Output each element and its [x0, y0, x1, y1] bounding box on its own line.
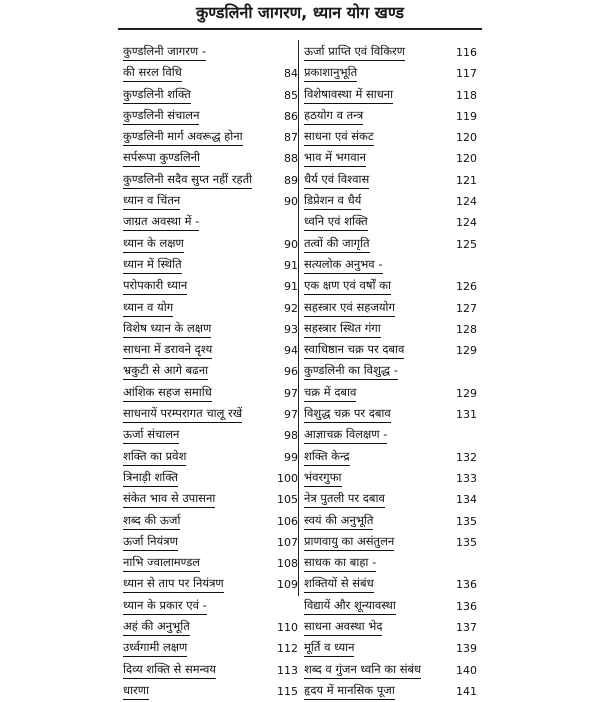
toc-entry	[304, 340, 477, 361]
toc-entry	[304, 85, 477, 106]
toc-entry	[123, 638, 298, 659]
toc-entry-title: प्रकाशानुभूति	[304, 63, 357, 82]
toc-entry-title: ध्यान में स्थिति	[123, 255, 182, 274]
toc-entry	[304, 447, 477, 468]
toc-entry	[304, 383, 477, 404]
toc-entry-title: स्वाधिष्ठान चक्र पर दबाव	[304, 340, 404, 359]
right-column	[304, 42, 477, 702]
toc-entry	[123, 511, 298, 532]
toc-entry-title: मूर्ति व ध्यान	[304, 638, 354, 657]
toc-entry-title: विद्यायें और शून्यावस्था	[304, 596, 396, 615]
toc-entry	[123, 596, 298, 617]
toc-entry-page: 133	[456, 471, 477, 485]
toc-entry-page: 139	[456, 642, 477, 656]
toc-entry	[304, 468, 477, 489]
left-column	[123, 42, 298, 702]
toc-entry-page: 120	[456, 152, 477, 166]
toc-entry	[304, 553, 477, 574]
toc-entry-title: साधना में डरावने दृश्य	[123, 340, 212, 359]
toc-entry-page: 129	[456, 386, 477, 400]
toc-entry-page: 91	[284, 280, 298, 294]
toc-entry-page: 112	[277, 642, 298, 656]
toc-entry	[123, 148, 298, 169]
toc-entry-title: त्रिनाड़ी शक्ति	[123, 468, 178, 487]
toc-entry-page: 108	[277, 557, 298, 571]
toc-entry	[123, 85, 298, 106]
toc-entry	[123, 255, 298, 276]
toc-entry-title: ध्यान से ताप पर नियंत्रण	[123, 574, 224, 593]
toc-entry-title: साधनायें परम्परागत चालू रखें	[123, 404, 242, 423]
toc-entry-title: हठयोग व तन्त्र	[304, 106, 363, 125]
toc-entry	[304, 660, 477, 681]
toc-entry	[123, 361, 298, 382]
toc-entry-page: 109	[277, 578, 298, 592]
toc-entry-page: 129	[456, 344, 477, 358]
toc-entry-page: 86	[284, 109, 298, 123]
toc-entry-title: सहस्त्रार एवं सहजयोग	[304, 298, 395, 317]
toc-entry-title: चक्र में दबाव	[304, 383, 356, 402]
toc-entry-title: भंवरगुफा	[304, 468, 342, 487]
toc-entry-page: 87	[284, 131, 298, 145]
toc-entry-title: कुण्डलिनी का विशुद्ध -	[304, 361, 398, 380]
toc-entry-title: जाग्रत अवस्था में -	[123, 212, 199, 231]
toc-entry	[304, 170, 477, 191]
toc-entry	[123, 617, 298, 638]
toc-entry	[304, 681, 477, 702]
toc-entry-title: साधक का बाहा -	[304, 553, 376, 572]
toc-entry-title: सत्यलोक अनुभव -	[304, 255, 383, 274]
toc-entry	[123, 298, 298, 319]
toc-entry-title: डिप्रेशन व धैर्य	[304, 191, 361, 210]
toc-entry-page: 135	[456, 535, 477, 549]
toc-entry-page: 141	[456, 684, 477, 698]
toc-entry	[123, 340, 298, 361]
toc-entry-page: 90	[284, 237, 298, 251]
toc-entry-page: 116	[456, 46, 477, 59]
toc-entry-page: 124	[456, 216, 477, 230]
toc-entry-title: ऊर्जा प्राप्ति एवं विकिरण	[304, 42, 405, 61]
toc-entry-title: आज्ञाचक्र विलक्षण -	[304, 425, 387, 444]
toc-entry-title: शब्द की ऊर्जा	[123, 511, 180, 530]
toc-entry-page: 96	[284, 365, 298, 379]
toc-entry	[123, 191, 298, 212]
toc-entry-title: साधना अवस्था भेद	[304, 617, 382, 636]
toc-entry	[304, 276, 477, 297]
toc-entry-page: 117	[456, 67, 477, 81]
toc-entry	[123, 660, 298, 681]
toc-entry-title: कुण्डलिनी सदैव सुप्त नहीं रहती	[123, 170, 252, 189]
toc-entry-page: 105	[277, 493, 298, 507]
toc-entry-page: 131	[456, 408, 477, 422]
toc-entry-page: 136	[456, 578, 477, 592]
toc-entry-title: संकेत भाव से उपासना	[123, 489, 215, 508]
toc-entry	[123, 383, 298, 404]
toc-entry-page: 121	[456, 173, 477, 187]
toc-entry-title: शक्ति का प्रवेश	[123, 447, 186, 466]
toc-entry	[304, 212, 477, 233]
toc-entry-page: 125	[456, 237, 477, 251]
toc-entry-page: 132	[456, 450, 477, 464]
toc-entry-title: साधना एवं संकट	[304, 127, 374, 146]
toc-entry-page: 92	[284, 301, 298, 315]
toc-entry	[304, 298, 477, 319]
toc-entry-page: 140	[456, 663, 477, 677]
toc-entry-page: 106	[277, 514, 298, 528]
toc-entry-page: 115	[277, 684, 298, 698]
toc-entry-page: 100	[277, 471, 298, 485]
toc-entry	[123, 489, 298, 510]
toc-entry-title: भ्रकुटी से आगे बढना	[123, 361, 208, 380]
toc-entry	[304, 127, 477, 148]
toc-entry-page: 124	[456, 195, 477, 209]
toc-entry	[123, 212, 298, 233]
toc-entry	[123, 319, 298, 340]
toc-entry-title: ध्यान व चिंतन	[123, 191, 180, 210]
title-underline	[118, 28, 482, 30]
toc-entry-title: धैर्य एवं विश्वास	[304, 170, 369, 189]
toc-entry-page: 88	[284, 152, 298, 166]
toc-entry-page: 118	[456, 88, 477, 102]
toc-entry	[123, 404, 298, 425]
toc-entry	[304, 191, 477, 212]
toc-entry-title: कुण्डलिनी जागरण -	[123, 42, 206, 61]
toc-entry-title: तत्वों की जागृति	[304, 234, 370, 253]
toc-entry	[123, 553, 298, 574]
toc-entry-title: सहस्त्रार स्थित गंगा	[304, 319, 381, 338]
toc-entry	[304, 596, 477, 617]
column-divider	[298, 40, 299, 596]
toc-entry-page: 89	[284, 173, 298, 187]
toc-entry	[123, 447, 298, 468]
toc-entry-title: धारणा	[123, 681, 149, 700]
toc-entry	[304, 319, 477, 340]
toc-entry-page: 120	[456, 131, 477, 145]
toc-entry-title: कुण्डलिनी संचालन	[123, 106, 199, 125]
toc-entry	[123, 468, 298, 489]
toc-entry	[304, 574, 477, 595]
toc-entry-page: 97	[284, 408, 298, 422]
toc-entry-page: 84	[284, 67, 298, 81]
toc-entry-page: 107	[277, 535, 298, 549]
toc-entry-title: विशेष ध्यान के लक्षण	[123, 319, 211, 338]
toc-entry	[304, 361, 477, 382]
toc-entry	[123, 681, 298, 702]
toc-entry-title: कुण्डलिनी शक्ति	[123, 85, 191, 104]
toc-entry	[123, 106, 298, 127]
toc-entry-page: 91	[284, 258, 298, 272]
toc-entry	[304, 617, 477, 638]
toc-entry-title: उर्ध्वगामी लक्षण	[123, 638, 187, 657]
toc-entry-page: 127	[456, 301, 477, 315]
toc-entry-title: कुण्डलिनी मार्ग अवरूद्ध होना	[123, 127, 243, 146]
toc-entry-page: 94	[284, 344, 298, 358]
toc-entry-title: ऊर्जा नियंत्रण	[123, 532, 178, 551]
toc-entry	[304, 638, 477, 659]
toc-entry	[123, 574, 298, 595]
toc-entry	[304, 148, 477, 169]
toc-entry-page: 93	[284, 322, 298, 336]
toc-entry-page: 85	[284, 88, 298, 102]
toc-entry-title: भाव में भगवान	[304, 148, 366, 167]
toc-entry-title: ऊर्जा संचालन	[123, 425, 179, 444]
toc-entry	[123, 127, 298, 148]
toc-entry-title: प्राणवायु का असंतुलन	[304, 532, 394, 551]
toc-entry	[304, 532, 477, 553]
toc-entry-title: विशेषावस्था में साधना	[304, 85, 393, 104]
toc-entry	[304, 63, 477, 84]
toc-entry	[304, 255, 477, 276]
toc-entry-page: 126	[456, 280, 477, 294]
toc-entry	[123, 42, 298, 63]
toc-entry-page: 97	[284, 386, 298, 400]
toc-entry	[304, 511, 477, 532]
toc-entry-title: आंशिक सहज समाधि	[123, 383, 212, 402]
toc-entry	[123, 532, 298, 553]
toc-entry	[123, 276, 298, 297]
toc-entry-page: 110	[277, 621, 298, 635]
toc-entry	[123, 63, 298, 84]
toc-entry-page: 136	[456, 599, 477, 613]
toc-entry	[304, 234, 477, 255]
toc-entry-title: सर्परूपा कुण्डलिनी	[123, 148, 200, 167]
toc-entry	[123, 170, 298, 191]
toc-entry-title: ध्वनि एवं शक्ति	[304, 212, 368, 231]
toc-entry-title: नाभि ज्वालामण्डल	[123, 553, 200, 572]
toc-entry	[123, 234, 298, 255]
page-title: कुण्डलिनी जागरण, ध्यान योग खण्ड	[196, 3, 404, 22]
toc-entry-page: 90	[284, 195, 298, 209]
toc-entry-page: 99	[284, 450, 298, 464]
toc-entry-title: स्वयं की अनुभूति	[304, 511, 373, 530]
toc-entry-title: विशुद्ध चक्र पर दबाव	[304, 404, 391, 423]
toc-entry-title: परोपकारी ध्यान	[123, 276, 187, 295]
toc-entry-page: 98	[284, 429, 298, 443]
toc-entry-title: की सरल विधि	[123, 63, 182, 82]
toc-entry-title: ध्यान व योग	[123, 298, 173, 317]
toc-entry	[304, 404, 477, 425]
toc-entry-title: ध्यान के प्रकार एवं -	[123, 596, 207, 615]
toc-entry-page: 128	[456, 322, 477, 336]
toc-entry-page: 135	[456, 514, 477, 528]
toc-entry-page: 113	[277, 663, 298, 677]
toc-entry-title: शब्द व गुंजन ध्वनि का संबंध	[304, 660, 421, 679]
toc-entry-title: नेत्र पुतली पर दबाव	[304, 489, 385, 508]
toc-entry-title: शक्ति केन्द्र	[304, 447, 350, 466]
toc-entry-title: अहं की अनुभूति	[123, 617, 190, 636]
toc-entry-page: 134	[456, 493, 477, 507]
toc-entry	[123, 425, 298, 446]
toc-entry	[304, 489, 477, 510]
toc-entry	[304, 106, 477, 127]
toc-entry-title: दिव्य शक्ति से समन्वय	[123, 660, 216, 679]
toc-entry-page: 119	[456, 109, 477, 123]
toc-entry-title: शक्तियों से संबंध	[304, 574, 374, 593]
toc-entry-title: एक क्षण एवं वर्षों का	[304, 276, 391, 295]
toc-entry	[304, 42, 477, 63]
toc-entry-page: 137	[456, 621, 477, 635]
toc-entry-title: हृदय में मानसिक पूजा	[304, 681, 395, 700]
toc-entry	[304, 425, 477, 446]
toc-entry-title: ध्यान के लक्षण	[123, 234, 184, 253]
